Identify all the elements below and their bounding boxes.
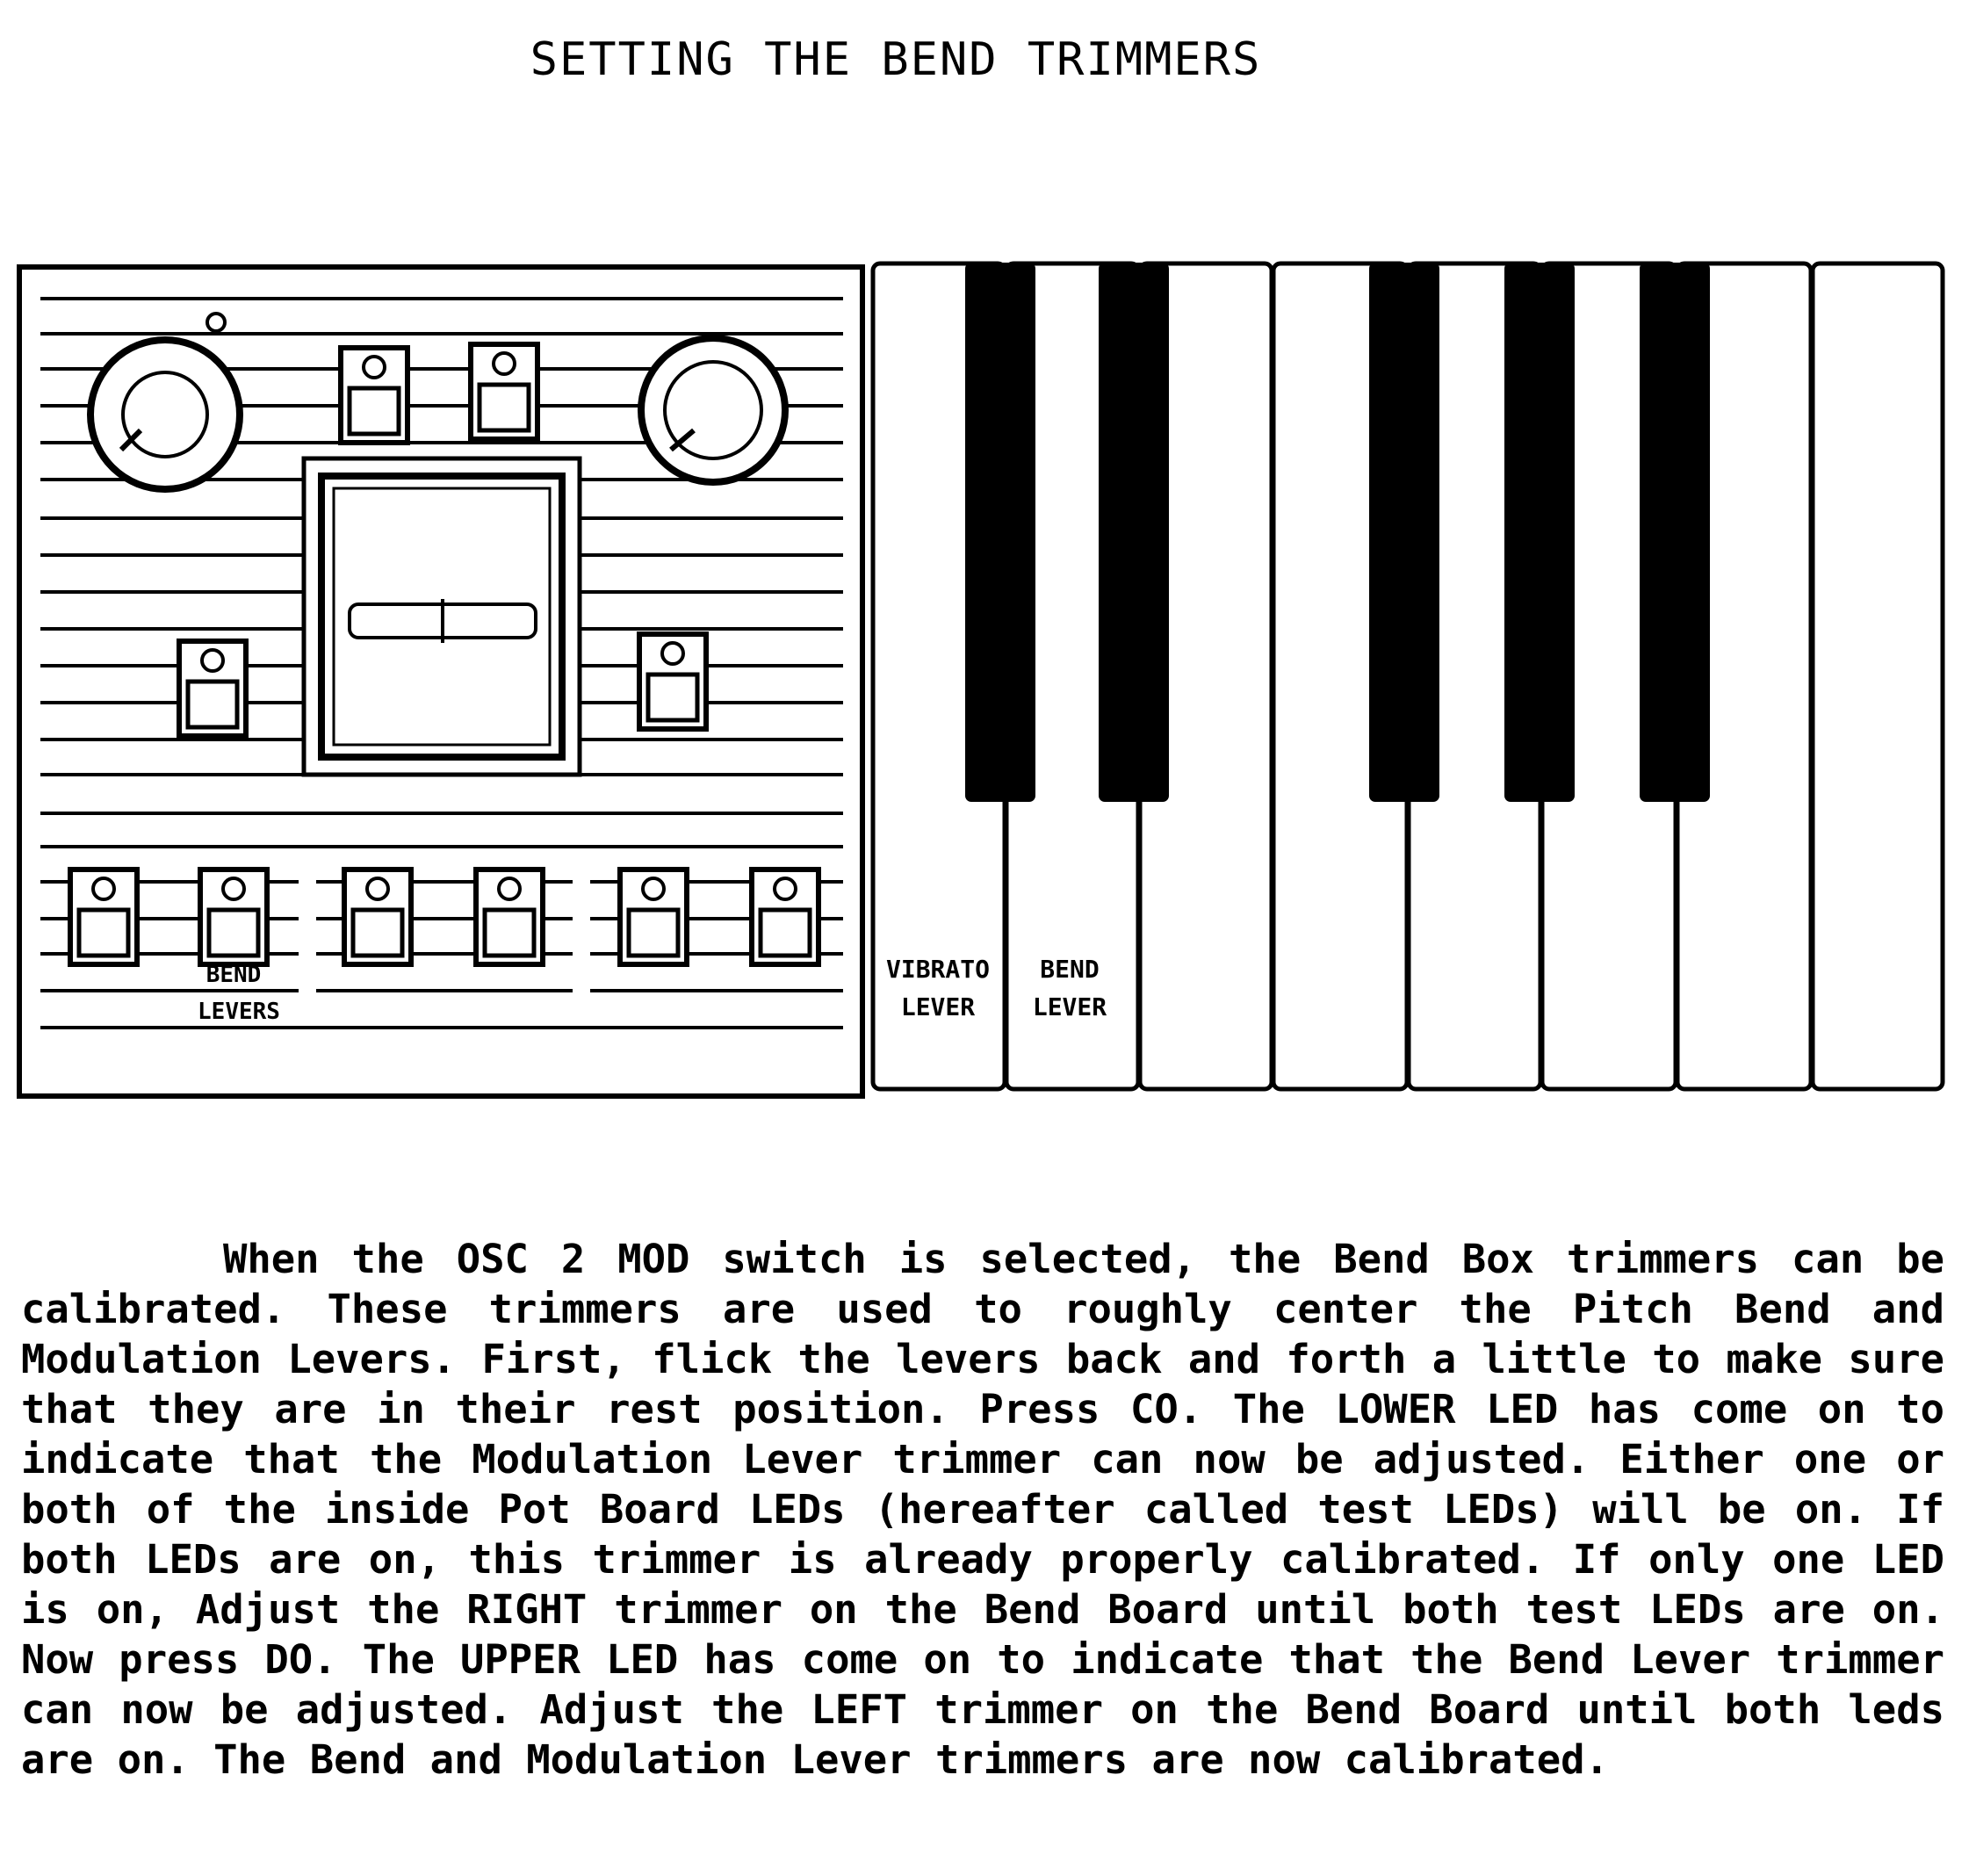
black-key[interactable] — [966, 263, 1035, 801]
white-key[interactable] — [1813, 263, 1943, 1089]
panel-label-line-1: BEND — [206, 962, 262, 988]
lever-box — [304, 458, 580, 775]
led-indicator — [499, 878, 520, 899]
panel-button[interactable] — [70, 869, 137, 964]
knob-right[interactable] — [641, 338, 785, 482]
panel-button[interactable] — [476, 869, 543, 964]
instructions-paragraph — [21, 1234, 1944, 1785]
led-indicator — [662, 643, 683, 664]
led-indicator — [223, 878, 244, 899]
panel-button[interactable] — [639, 634, 706, 729]
led-indicator — [364, 357, 385, 378]
black-key[interactable] — [1505, 263, 1574, 801]
black-key[interactable] — [1641, 263, 1709, 801]
bend-lever-label-line-2: LEVER — [1032, 992, 1107, 1021]
instructions-text: When the OSC 2 MOD switch is selected, the Bend Box trimmers can be calibrated. These trimmers are used to roughly center the Pitch Bend and Modulation Levers. First, flick the levers back and forth a little to make sure that they are in their rest position. Press CO. The LOWER LED has come on to indicate that the Modulation Lever trimmer can now be adjusted. Either one or both of the inside Pot Board LEDs (hereafter called test LEDs) will be on. If both LEDs are on, this trimmer is already properly calibrated. If only one LED is on, Adjust the RIGHT trimmer on the Bend Board until both test LEDs are on. Now press DO. The UPPER LED has come on to indicate that the Bend Lever trimmer can now be adjusted. Adjust the LEFT trimmer on the Bend Board until both leds are on. The Bend and Modulation Lever trimmers are now calibrated. — [21, 1236, 1944, 1783]
black-key[interactable] — [1100, 263, 1168, 801]
bend-lever-label-line-1: BEND — [1040, 955, 1100, 984]
led-indicator — [367, 878, 388, 899]
panel-button[interactable] — [752, 869, 819, 964]
led-indicator — [202, 650, 223, 671]
panel-button[interactable] — [179, 641, 246, 736]
knob-left-indicator — [207, 314, 225, 331]
page-title: SETTING THE BEND TRIMMERS — [530, 33, 1262, 86]
panel-button[interactable] — [344, 869, 411, 964]
panel-button[interactable] — [200, 869, 267, 964]
led-indicator — [643, 878, 664, 899]
lever-handle[interactable] — [350, 599, 536, 643]
led-indicator — [93, 878, 114, 899]
keyboard — [873, 263, 1943, 1089]
vibrato-lever-label-line-2: LEVER — [900, 992, 976, 1021]
vibrato-lever-label-line-1: VIBRATO — [885, 955, 991, 984]
panel-label-line-2: LEVERS — [198, 999, 280, 1025]
panel-button[interactable] — [620, 869, 687, 964]
control-panel — [19, 267, 862, 1096]
panel-button[interactable] — [471, 344, 537, 439]
black-key[interactable] — [1370, 263, 1439, 801]
led-indicator — [494, 353, 515, 374]
bend-box-diagram — [0, 246, 1976, 1115]
led-indicator — [775, 878, 796, 899]
panel-button[interactable] — [341, 348, 407, 443]
